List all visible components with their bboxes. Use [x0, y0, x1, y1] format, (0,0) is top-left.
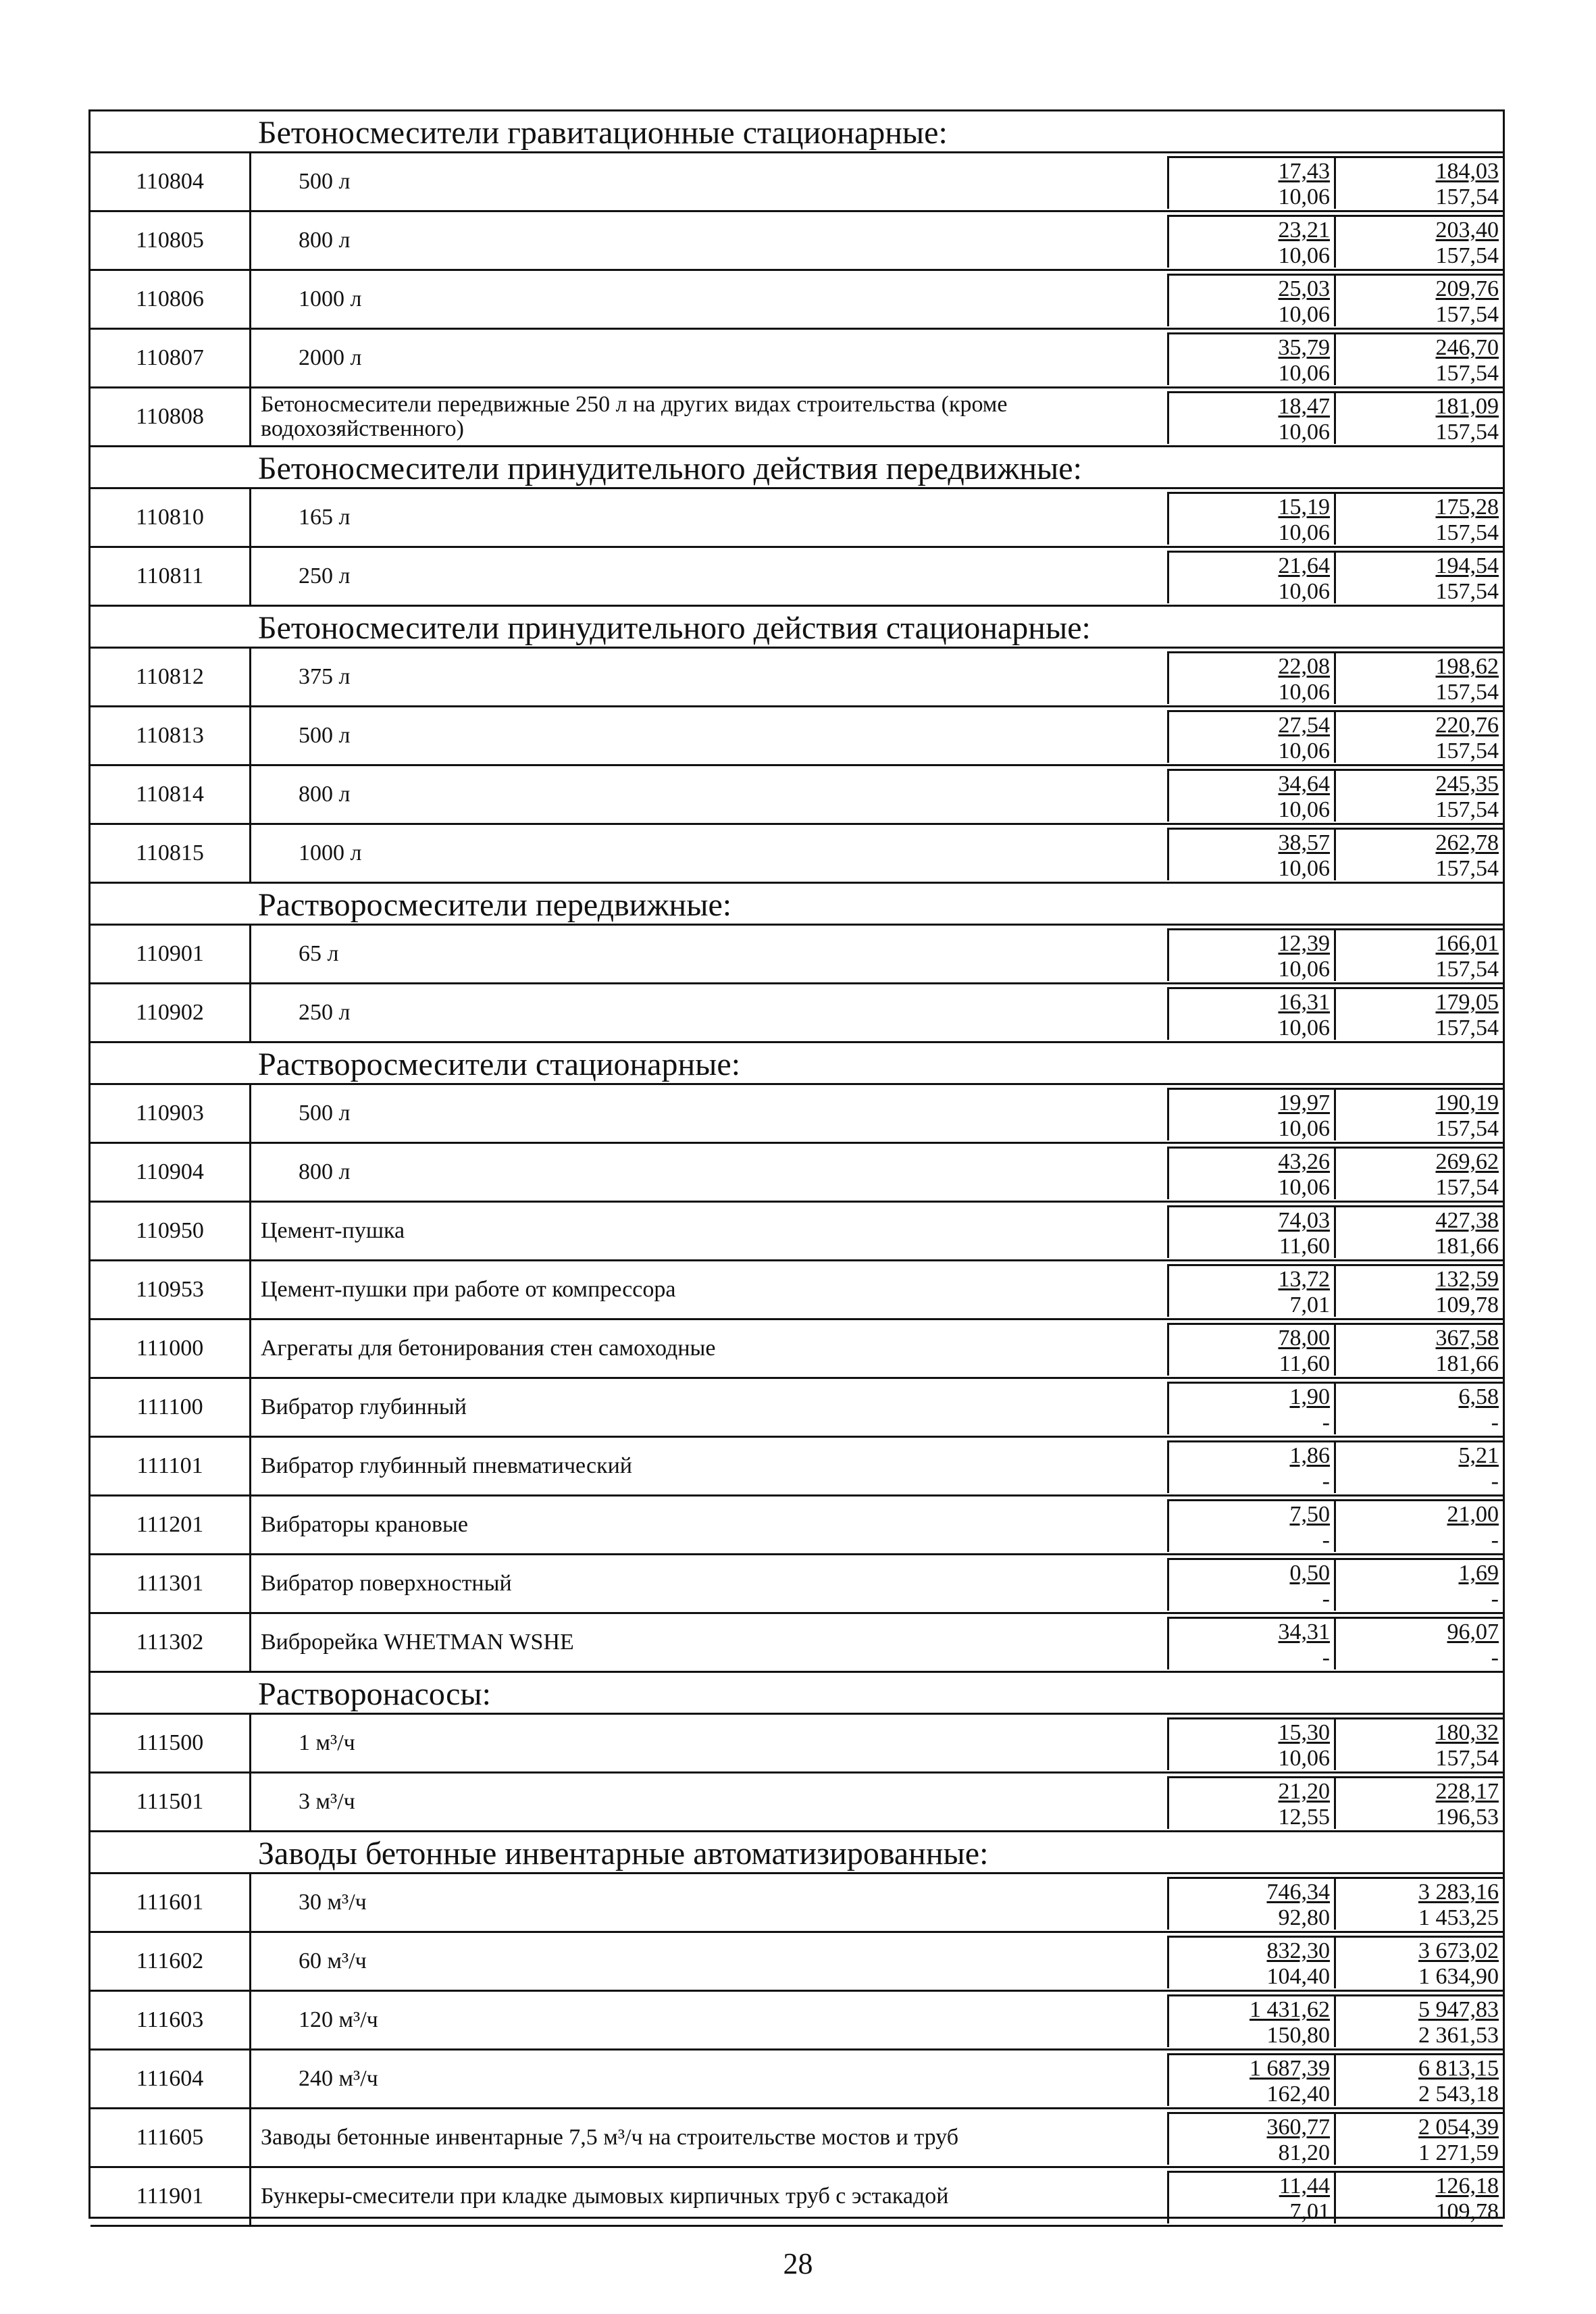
table-row	[91, 1144, 1503, 1203]
section-title: Бетоносмесители принудительного действия передвижные:	[258, 451, 1082, 486]
value-v3: 10,06	[1169, 184, 1336, 209]
table-row	[91, 707, 1503, 766]
value-v1: 17,43	[1169, 158, 1336, 184]
value-v3: 10,06	[1169, 679, 1336, 705]
table-row	[91, 926, 1503, 984]
value-v4: 157,54	[1435, 1174, 1499, 1200]
value-v2: 21,00	[1447, 1502, 1499, 1527]
value-v4: 181,66	[1435, 1233, 1499, 1259]
row-name: Вибратор поверхностный	[261, 1571, 512, 1596]
value-v2: 262,78	[1435, 830, 1499, 855]
value-v4: 157,54	[1435, 679, 1499, 705]
row-values	[1167, 1088, 1503, 1140]
section-title: Заводы бетонные инвентарные автоматизированные:	[258, 1836, 989, 1871]
row-values	[1167, 1936, 1503, 1988]
value-v2: 184,03	[1435, 159, 1499, 184]
value-v4: 109,78	[1435, 2198, 1499, 2224]
row-code: 111501	[91, 1774, 251, 1830]
table-row	[91, 2051, 1503, 2109]
value-v1: 16,31	[1169, 989, 1336, 1015]
value-v2: 2 054,39	[1418, 2115, 1499, 2140]
value-v2: 190,19	[1435, 1090, 1499, 1115]
value-v2: 245,35	[1435, 772, 1499, 797]
value-v2: 209,76	[1435, 276, 1499, 301]
row-code: 110814	[91, 766, 251, 823]
value-v1: 38,57	[1169, 830, 1336, 855]
row-name: Цемент-пушки при работе от компрессора	[261, 1277, 676, 1302]
value-v4: 196,53	[1435, 1804, 1499, 1830]
value-v2: 194,54	[1435, 553, 1499, 578]
row-name: 1000 л	[299, 286, 362, 311]
row-name: Заводы бетонные инвентарные 7,5 м³/ч на строительстве мостов и труб	[261, 2125, 959, 2150]
value-v4: 157,54	[1435, 184, 1499, 209]
value-v1: 15,30	[1169, 1719, 1336, 1745]
value-v2: 203,40	[1435, 218, 1499, 243]
row-code: 111302	[91, 1614, 251, 1671]
row-name: 250 л	[299, 563, 351, 588]
table-row	[91, 1438, 1503, 1496]
value-v4: 157,54	[1435, 520, 1499, 545]
value-v4: 2 543,18	[1418, 2081, 1499, 2107]
row-code: 110901	[91, 926, 251, 982]
value-v4: -	[1491, 1409, 1499, 1435]
table-row	[91, 1555, 1503, 1614]
row-code: 110950	[91, 1203, 251, 1259]
value-v2: 367,58	[1435, 1326, 1499, 1351]
value-v1: 7,50	[1169, 1501, 1336, 1527]
row-name: 800 л	[299, 782, 351, 807]
value-v3: 150,80	[1169, 2022, 1336, 2048]
value-v2: 180,32	[1435, 1720, 1499, 1745]
row-code: 110903	[91, 1085, 251, 1142]
value-v3: 10,06	[1169, 956, 1336, 982]
value-v3: -	[1169, 1527, 1336, 1553]
value-v3: 10,06	[1169, 1015, 1336, 1040]
row-code: 110807	[91, 330, 251, 386]
row-values	[1167, 215, 1503, 268]
value-v4: 1 271,59	[1418, 2140, 1499, 2165]
row-name: 500 л	[299, 723, 351, 748]
table-row	[91, 1085, 1503, 1144]
row-values	[1167, 1205, 1503, 1258]
value-v4: -	[1491, 1586, 1499, 1611]
section-header	[91, 1043, 1503, 1085]
value-v4: 109,78	[1435, 1292, 1499, 1317]
row-code: 110805	[91, 212, 251, 269]
row-values	[1167, 1776, 1503, 1829]
table-row	[91, 1774, 1503, 1832]
value-v3: 10,06	[1169, 578, 1336, 604]
row-name: Вибратор глубинный	[261, 1394, 467, 1419]
value-v1: 34,64	[1169, 771, 1336, 797]
section-title: Бетоносмесители гравитационные стационарные:	[258, 115, 948, 151]
row-name: Бункеры-смесители при кладке дымовых кирпичных труб с эстакадой	[261, 2184, 949, 2209]
row-values	[1167, 1440, 1503, 1493]
row-values	[1167, 710, 1503, 763]
value-v1: 23,21	[1169, 217, 1336, 243]
value-v3: 7,01	[1169, 2198, 1336, 2224]
row-name: 500 л	[299, 169, 351, 194]
row-values	[1167, 1877, 1503, 1930]
row-values	[1167, 332, 1503, 385]
row-values	[1167, 1717, 1503, 1770]
value-v2: 96,07	[1447, 1619, 1499, 1644]
value-v1: 21,20	[1169, 1778, 1336, 1804]
row-code: 110811	[91, 548, 251, 605]
section-title: Растворосмесители стационарные:	[258, 1047, 741, 1082]
row-code: 110806	[91, 271, 251, 328]
value-v3: 10,06	[1169, 1115, 1336, 1141]
value-v4: 157,54	[1435, 301, 1499, 327]
row-values	[1167, 2112, 1503, 2165]
row-values	[1167, 928, 1503, 981]
row-code: 111604	[91, 2051, 251, 2107]
value-v2: 126,18	[1435, 2173, 1499, 2198]
value-v2: 181,09	[1435, 394, 1499, 419]
value-v1: 832,30	[1169, 1938, 1336, 1963]
value-v1: 21,64	[1169, 553, 1336, 578]
row-name: 2000 л	[299, 345, 362, 370]
table-row	[91, 1203, 1503, 1261]
value-v3: 10,06	[1169, 738, 1336, 763]
section-title: Растворонасосы:	[258, 1676, 491, 1712]
value-v1: 35,79	[1169, 334, 1336, 360]
row-name: Цемент-пушка	[261, 1218, 405, 1243]
row-code: 110810	[91, 489, 251, 546]
section-header	[91, 111, 1503, 153]
value-v4: 157,54	[1435, 738, 1499, 763]
value-v3: -	[1169, 1468, 1336, 1494]
value-v1: 43,26	[1169, 1149, 1336, 1174]
section-header	[91, 884, 1503, 926]
value-v2: 246,70	[1435, 335, 1499, 360]
value-v1: 12,39	[1169, 930, 1336, 956]
value-v4: 157,54	[1435, 1015, 1499, 1040]
row-code: 110804	[91, 153, 251, 210]
value-v2: 228,17	[1435, 1779, 1499, 1804]
value-v3: 11,60	[1169, 1351, 1336, 1376]
row-name: 500 л	[299, 1101, 351, 1126]
row-code: 110808	[91, 388, 251, 445]
value-v2: 1,69	[1458, 1561, 1499, 1586]
value-v1: 15,19	[1169, 494, 1336, 520]
row-values	[1167, 391, 1503, 444]
row-name: 1000 л	[299, 840, 362, 865]
value-v4: 157,54	[1435, 578, 1499, 604]
value-v2: 3 673,02	[1418, 1938, 1499, 1963]
value-v1: 27,54	[1169, 712, 1336, 738]
value-v1: 13,72	[1169, 1266, 1336, 1292]
row-name: Вибратор глубинный пневматический	[261, 1453, 632, 1478]
row-code: 111605	[91, 2109, 251, 2166]
value-v1: 18,47	[1169, 393, 1336, 419]
row-values	[1167, 987, 1503, 1040]
row-name: 60 м³/ч	[299, 1948, 367, 1973]
value-v3: 10,06	[1169, 797, 1336, 822]
row-name: 375 л	[299, 664, 351, 689]
value-v2: 132,59	[1435, 1267, 1499, 1292]
value-v4: 2 361,53	[1418, 2022, 1499, 2048]
table-row	[91, 649, 1503, 707]
value-v1: 78,00	[1169, 1325, 1336, 1351]
value-v2: 3 283,16	[1418, 1880, 1499, 1905]
value-v3: 10,06	[1169, 243, 1336, 268]
row-name: Бетоносмесители передвижные 250 л на других видах строительства (кроме водохозяйственного)	[261, 392, 1008, 441]
value-v2: 6 813,15	[1418, 2056, 1499, 2081]
value-v4: 157,54	[1435, 1115, 1499, 1141]
row-code: 110813	[91, 707, 251, 764]
value-v2: 166,01	[1435, 931, 1499, 956]
row-values	[1167, 1499, 1503, 1552]
value-v2: 175,28	[1435, 495, 1499, 520]
row-name: 240 м³/ч	[299, 2066, 378, 2091]
row-name: 250 л	[299, 1000, 351, 1025]
table-row	[91, 548, 1503, 607]
row-values	[1167, 769, 1503, 822]
row-code: 111901	[91, 2168, 251, 2225]
row-name: 120 м³/ч	[299, 2007, 378, 2032]
row-name: Вибраторы крановые	[261, 1512, 468, 1537]
row-name: 800 л	[299, 1159, 351, 1184]
section-title: Бетоносмесители принудительного действия стационарные:	[258, 610, 1091, 646]
row-code: 111601	[91, 1874, 251, 1931]
value-v2: 198,62	[1435, 654, 1499, 679]
row-values	[1167, 1558, 1503, 1611]
page-number: 28	[783, 2247, 813, 2280]
table-row	[91, 2109, 1503, 2168]
value-v3: 11,60	[1169, 1233, 1336, 1259]
value-v3: 81,20	[1169, 2140, 1336, 2165]
table-row	[91, 984, 1503, 1043]
table-row	[91, 825, 1503, 884]
row-values	[1167, 156, 1503, 209]
row-code: 111101	[91, 1438, 251, 1494]
value-v3: 10,06	[1169, 360, 1336, 386]
table-row	[91, 388, 1503, 447]
row-values	[1167, 551, 1503, 603]
row-code: 111000	[91, 1320, 251, 1377]
row-values	[1167, 1994, 1503, 2047]
value-v1: 34,31	[1169, 1619, 1336, 1644]
value-v4: 157,54	[1435, 855, 1499, 881]
table-row	[91, 1379, 1503, 1438]
value-v1: 19,97	[1169, 1090, 1336, 1115]
value-v2: 5 947,83	[1418, 1997, 1499, 2022]
table-row	[91, 1261, 1503, 1320]
row-code: 111100	[91, 1379, 251, 1436]
value-v4: -	[1491, 1644, 1499, 1670]
value-v1: 360,77	[1169, 2114, 1336, 2140]
value-v1: 1,90	[1169, 1384, 1336, 1409]
section-header	[91, 1673, 1503, 1715]
value-v3: 7,01	[1169, 1292, 1336, 1317]
value-v3: 10,06	[1169, 1174, 1336, 1200]
value-v2: 220,76	[1435, 713, 1499, 738]
value-v3: 10,06	[1169, 855, 1336, 881]
row-name: 165 л	[299, 505, 351, 530]
row-values	[1167, 1323, 1503, 1376]
row-code: 111500	[91, 1715, 251, 1771]
value-v1: 746,34	[1169, 1879, 1336, 1905]
section-title: Растворосмесители передвижные:	[258, 887, 732, 923]
row-name: 3 м³/ч	[299, 1789, 355, 1814]
value-v4: 157,54	[1435, 243, 1499, 268]
row-name: 1 м³/ч	[299, 1730, 355, 1755]
value-v3: 10,06	[1169, 419, 1336, 445]
value-v1: 1 687,39	[1169, 2055, 1336, 2081]
row-name: Агрегаты для бетонирования стен самоходные	[261, 1336, 716, 1361]
table-row	[91, 212, 1503, 271]
row-values	[1167, 1264, 1503, 1317]
row-code: 110953	[91, 1261, 251, 1318]
value-v2: 427,38	[1435, 1208, 1499, 1233]
row-values	[1167, 2171, 1503, 2223]
value-v2: 6,58	[1458, 1384, 1499, 1409]
row-code: 110904	[91, 1144, 251, 1201]
value-v1: 1 431,62	[1169, 1996, 1336, 2022]
section-header	[91, 447, 1503, 489]
value-v3: -	[1169, 1586, 1336, 1611]
value-v2: 5,21	[1458, 1443, 1499, 1468]
value-v3: -	[1169, 1409, 1336, 1435]
row-name: Виброрейка WHETMAN WSHE	[261, 1630, 574, 1655]
value-v3: 12,55	[1169, 1804, 1336, 1830]
row-values	[1167, 1147, 1503, 1199]
row-values	[1167, 1617, 1503, 1669]
value-v3: 162,40	[1169, 2081, 1336, 2107]
value-v2: 269,62	[1435, 1149, 1499, 1174]
value-v4: 157,54	[1435, 360, 1499, 386]
row-values	[1167, 828, 1503, 880]
value-v4: 157,54	[1435, 956, 1499, 982]
table-row	[91, 1992, 1503, 2051]
value-v4: 157,54	[1435, 797, 1499, 822]
value-v1: 74,03	[1169, 1207, 1336, 1233]
value-v4: 181,66	[1435, 1351, 1499, 1376]
table-row	[91, 1715, 1503, 1774]
row-values	[1167, 274, 1503, 326]
table-row	[91, 1874, 1503, 1933]
value-v4: 1 453,25	[1418, 1905, 1499, 1930]
price-table	[88, 109, 1505, 2224]
value-v1: 22,08	[1169, 653, 1336, 679]
row-values	[1167, 2053, 1503, 2106]
table-row	[91, 153, 1503, 212]
table-row	[91, 330, 1503, 388]
value-v3: 10,06	[1169, 301, 1336, 327]
row-code: 111201	[91, 1496, 251, 1553]
row-code: 111301	[91, 1555, 251, 1612]
row-name: 30 м³/ч	[299, 1890, 367, 1915]
value-v4: 1 634,90	[1418, 1963, 1499, 1989]
value-v3: 104,40	[1169, 1963, 1336, 1989]
row-code: 110812	[91, 649, 251, 705]
row-name: 800 л	[299, 228, 351, 253]
table-row	[91, 1933, 1503, 1992]
row-values	[1167, 1382, 1503, 1434]
row-name: 65 л	[299, 941, 339, 966]
table-row	[91, 271, 1503, 330]
value-v3: 92,80	[1169, 1905, 1336, 1930]
table-row	[91, 2168, 1503, 2227]
table-row	[91, 1320, 1503, 1379]
value-v1: 11,44	[1169, 2173, 1336, 2198]
value-v4: 157,54	[1435, 1745, 1499, 1771]
value-v1: 25,03	[1169, 276, 1336, 301]
row-code: 110902	[91, 984, 251, 1041]
row-values	[1167, 492, 1503, 545]
value-v2: 179,05	[1435, 990, 1499, 1015]
value-v4: 157,54	[1435, 419, 1499, 445]
table-row	[91, 489, 1503, 548]
table-row	[91, 1496, 1503, 1555]
section-header	[91, 1832, 1503, 1874]
row-code: 111602	[91, 1933, 251, 1990]
row-code: 111603	[91, 1992, 251, 2048]
value-v1: 0,50	[1169, 1560, 1336, 1586]
value-v4: -	[1491, 1527, 1499, 1553]
value-v3: 10,06	[1169, 1745, 1336, 1771]
row-code: 110815	[91, 825, 251, 882]
value-v4: -	[1491, 1468, 1499, 1494]
table-row	[91, 766, 1503, 825]
value-v3: 10,06	[1169, 520, 1336, 545]
section-header	[91, 607, 1503, 649]
value-v1: 1,86	[1169, 1442, 1336, 1468]
value-v3: -	[1169, 1644, 1336, 1670]
row-values	[1167, 651, 1503, 704]
table-row	[91, 1614, 1503, 1673]
